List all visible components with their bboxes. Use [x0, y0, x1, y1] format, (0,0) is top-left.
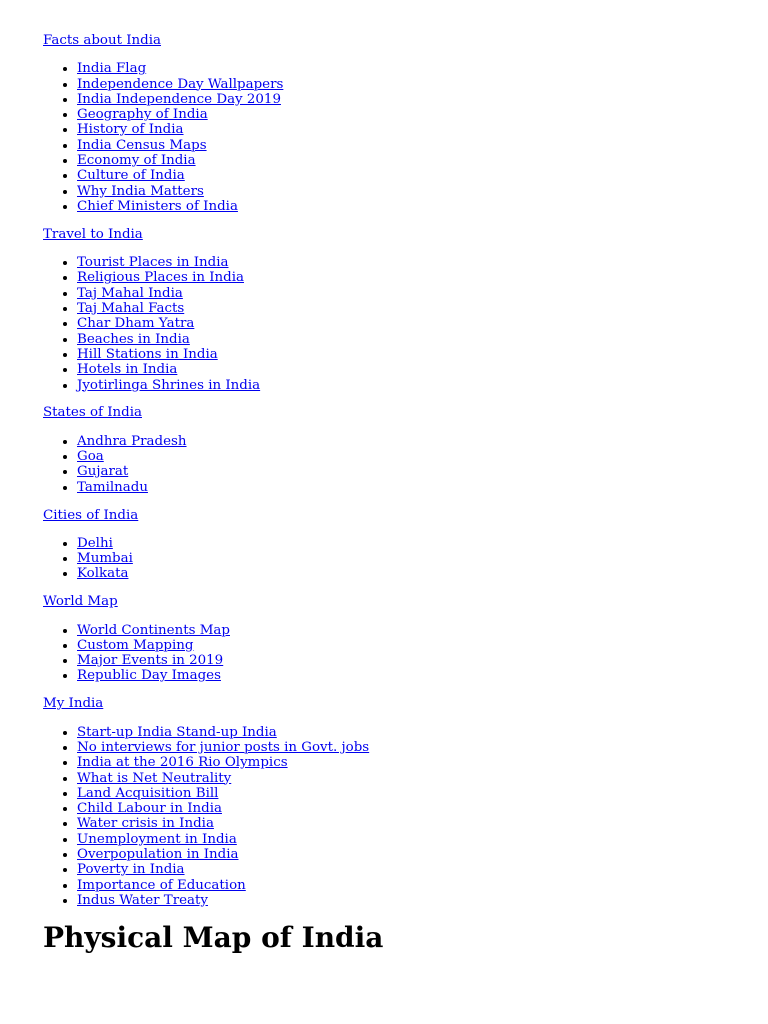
nav-link[interactable]: Hotels in India — [77, 362, 178, 378]
list-item — [77, 623, 743, 638]
nav-link[interactable]: Poverty in India — [77, 862, 185, 878]
nav-link[interactable]: Economy of India — [77, 153, 196, 169]
nav-link[interactable]: Hill Stations in India — [77, 346, 218, 362]
nav-link[interactable]: Custom Mapping — [77, 637, 194, 653]
section-link-list — [43, 725, 743, 909]
nav-link[interactable]: Kolkata — [77, 566, 129, 582]
nav-link[interactable]: India Census Maps — [77, 137, 207, 153]
list-item — [77, 434, 743, 449]
list-item — [77, 153, 743, 168]
nav-link[interactable]: Char Dham Yatra — [77, 316, 195, 332]
list-item — [77, 740, 743, 755]
list-item — [77, 566, 743, 581]
list-item — [77, 771, 743, 786]
nav-link[interactable]: Unemployment in India — [77, 831, 237, 847]
nav-link[interactable]: Why India Matters — [77, 183, 204, 199]
list-item — [77, 464, 743, 479]
section-link-list — [43, 255, 743, 393]
list-item — [77, 801, 743, 816]
list-item — [77, 316, 743, 331]
nav-link[interactable]: Religious Places in India — [77, 270, 244, 286]
list-item — [77, 653, 743, 668]
nav-link[interactable]: No interviews for junior posts in Govt. jobs — [77, 739, 370, 755]
list-item — [77, 816, 743, 831]
section-heading-link[interactable]: Cities of India — [43, 507, 139, 523]
nav-link[interactable]: Start-up India Stand-up India — [77, 724, 277, 740]
nav-link[interactable]: Taj Mahal Facts — [77, 301, 185, 317]
list-item — [77, 138, 743, 153]
nav-link[interactable]: Mumbai — [77, 551, 133, 567]
section-heading-link[interactable]: States of India — [43, 405, 142, 421]
nav-link[interactable]: Goa — [77, 449, 104, 465]
list-item — [77, 536, 743, 551]
list-item — [77, 862, 743, 877]
list-item — [77, 168, 743, 183]
list-item — [77, 878, 743, 893]
list-item — [77, 61, 743, 76]
nav-link[interactable]: Gujarat — [77, 464, 129, 480]
section-heading-link[interactable]: My India — [43, 696, 104, 712]
list-item — [77, 332, 743, 347]
nav-link[interactable]: World Continents Map — [77, 622, 230, 638]
nav-link[interactable]: Water crisis in India — [77, 816, 214, 832]
nav-link[interactable]: Tamilnadu — [77, 479, 148, 495]
list-item — [77, 122, 743, 137]
list-item — [77, 255, 743, 270]
nav-link[interactable]: Delhi — [77, 535, 113, 551]
nav-link[interactable]: India Independence Day 2019 — [77, 91, 281, 107]
list-item — [77, 301, 743, 316]
nav-link[interactable]: Importance of Education — [77, 877, 246, 893]
nav-link[interactable]: Jyotirlinga Shrines in India — [77, 377, 261, 393]
list-item — [77, 378, 743, 393]
nav-link[interactable]: Overpopulation in India — [77, 847, 239, 863]
list-item — [77, 184, 743, 199]
nav-link[interactable]: Geography of India — [77, 107, 208, 123]
nav-link[interactable]: Indus Water Treaty — [77, 892, 208, 908]
list-item — [77, 725, 743, 740]
list-item — [77, 449, 743, 464]
nav-link[interactable]: Land Acquisition Bill — [77, 785, 219, 801]
nav-link[interactable]: History of India — [77, 122, 184, 138]
list-item — [77, 107, 743, 122]
nav-link[interactable]: India at the 2016 Rio Olympics — [77, 755, 288, 771]
list-item — [77, 755, 743, 770]
section-link-list — [43, 536, 743, 582]
nav-link[interactable]: Chief Ministers of India — [77, 198, 238, 214]
nav-link[interactable]: Andhra Pradesh — [77, 433, 187, 449]
list-item — [77, 893, 743, 908]
nav-link[interactable]: Beaches in India — [77, 331, 190, 347]
page-title: Physical Map of India — [43, 920, 384, 954]
section-link-list — [43, 623, 743, 684]
section-heading-link[interactable]: World Map — [43, 594, 118, 610]
nav-link[interactable]: Taj Mahal India — [77, 285, 183, 301]
nav-link[interactable]: India Flag — [77, 61, 147, 77]
nav-link[interactable]: Republic Day Images — [77, 668, 221, 684]
list-item — [77, 199, 743, 214]
nav-link[interactable]: Independence Day Wallpapers — [77, 76, 284, 92]
section-heading-link[interactable]: Facts about India — [43, 33, 162, 48]
list-item — [77, 347, 743, 362]
list-item — [77, 832, 743, 847]
list-item — [77, 92, 743, 107]
list-item — [77, 480, 743, 495]
nav-sections — [43, 33, 743, 908]
nav-link[interactable]: Culture of India — [77, 168, 185, 184]
nav-link[interactable]: Tourist Places in India — [77, 255, 229, 271]
list-item — [77, 551, 743, 566]
page-content — [43, 33, 743, 955]
nav-link[interactable]: What is Net Neutrality — [77, 770, 232, 786]
nav-link[interactable]: Major Events in 2019 — [77, 653, 224, 669]
list-item — [77, 847, 743, 862]
nav-link[interactable]: Child Labour in India — [77, 801, 222, 817]
list-item — [77, 77, 743, 92]
section-link-list — [43, 434, 743, 495]
list-item — [77, 668, 743, 683]
list-item — [77, 362, 743, 377]
list-item — [77, 638, 743, 653]
list-item — [77, 270, 743, 285]
section-link-list — [43, 61, 743, 214]
list-item — [77, 786, 743, 801]
list-item — [77, 286, 743, 301]
section-heading-link[interactable]: Travel to India — [43, 226, 143, 242]
